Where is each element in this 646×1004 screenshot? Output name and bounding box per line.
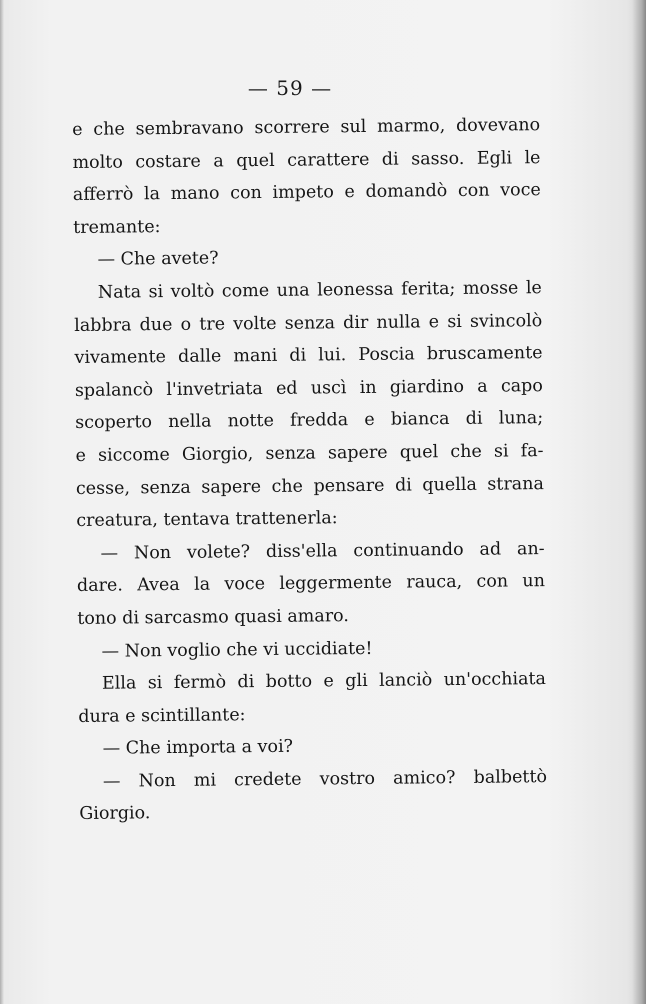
text-line: spalancò l'invetriata ed uscì in giardino a capo [74,375,543,401]
text-line: dare. Avea la voce leggermente rauca, con un [76,571,546,597]
text-line: labbra due o tre volte senza dir nulla e si svincolò [74,310,543,336]
text-line: Ella si fermò di botto e gli lanciò un'occhiata [101,669,547,694]
text-line: scoperto nella notte fredda e bianca di luna; [75,408,544,434]
text-line: Nata si voltò come una leonessa ferita; mosse le [97,278,542,303]
text-line: Giorgio. [79,803,151,825]
page-number: — 59 — [247,76,333,100]
text-line: creatura, tentava trattenerla: [76,508,338,532]
page-left-edge [0,0,4,1004]
text-line: tono di sarcasmo quasi amaro. [77,606,350,629]
text-line: tremante: [73,216,161,238]
body-text [72,109,547,831]
text-line: — Non volete? diss'ella continuando ad an- [100,538,545,564]
text-line: afferrò la mano con impeto e domandò con voce [72,180,541,206]
spine-shadow [632,0,646,1004]
text-line: — Che importa a voi? [102,737,294,759]
text-line: molto costare a quel carattere di sasso. Egli le [72,147,541,173]
text-line: — Non mi credete vostro amico? balbettò [102,766,548,792]
text-line: cesse, senza sapere che pensare di quella strana [75,473,545,499]
text-line: — Non voglio che vi uccidiate! [101,638,373,662]
text-line: e che sembravano scorrere sul marmo, dovevano [72,115,541,140]
text-line: e siccome Giorgio, senza sapere quel che si fa- [75,441,544,466]
text-line: dura e scintillante: [78,704,246,727]
text-line: vivamente dalle mani di lui. Poscia bruscamente [74,343,543,369]
text-line: — Che avete? [97,248,219,271]
